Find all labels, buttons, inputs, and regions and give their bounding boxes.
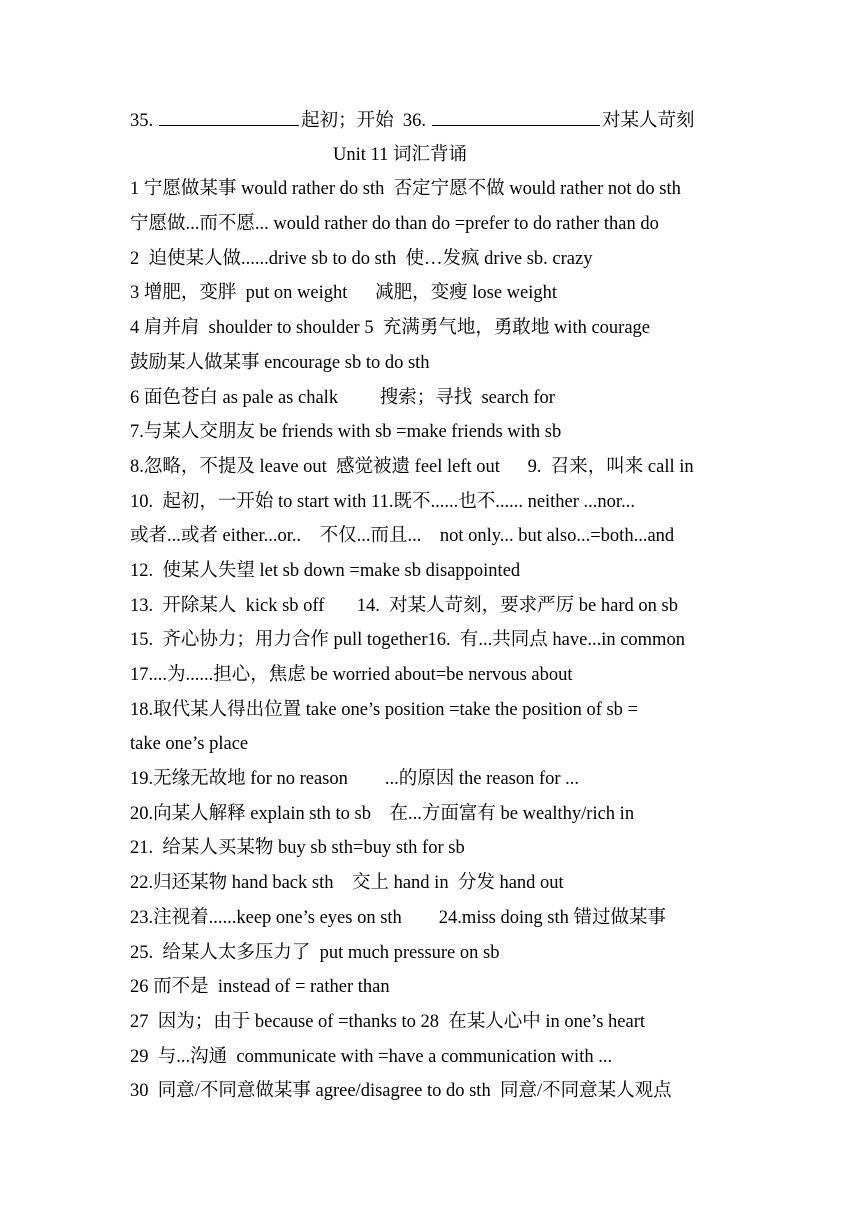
vocab-line: 或者...或者 either...or.. 不仅...而且... not only... but also...=both...and — [130, 526, 675, 547]
vocab-line: 2 迫使某人做......drive sb to do sth 使…发疯 drive sb. crazy — [130, 248, 593, 269]
vocab-line: 12. 使某人失望 let sb down =make sb disappointed — [130, 560, 521, 581]
vocab-line: 1 宁愿做某事 would rather do sth 否定宁愿不做 would rather not do sth — [130, 179, 681, 200]
vocab-line: 19.无缘无故地 for no reason ...的原因 the reason for ... — [130, 769, 580, 790]
item-36-meaning: 对某人苛刻 — [602, 111, 695, 131]
vocab-line: 29 与...沟通 communicate with =have a communication with ... — [130, 1046, 613, 1067]
vocab-line: take one’s place — [130, 734, 249, 755]
vocab-line: 20.向某人解释 explain sth to sb 在...方面富有 be wealthy/rich in — [130, 803, 635, 824]
vocab-line: 15. 齐心协力；用力合作 pull together16. 有...共同点 have...in common — [130, 630, 685, 651]
vocab-line: 宁愿做...而不愿... would rather do than do =prefer to do rather than do — [130, 214, 659, 235]
vocab-line: 17....为......担心，焦虑 be worried about=be nervous about — [130, 665, 573, 685]
vocab-line: 8.忽略，不提及 leave out 感觉被遗 feel left out 9. 召来，叫来 call in — [130, 456, 694, 477]
item-35-meaning: 起初；开始 — [301, 111, 394, 131]
vocab-line: 18.取代某人得出位置 take one’s position =take the position of sb = — [130, 699, 638, 720]
vocab-line: 26 而不是 instead of = rather than — [130, 977, 390, 998]
vocab-line: 7.与某人交朋友 be friends with sb =make friends with sb — [130, 422, 562, 443]
vocab-line: 鼓励某人做某事 encourage sb to do sth — [130, 352, 430, 373]
vocabulary-list — [130, 103, 735, 1109]
vocab-line: 10. 起初，一开始 to start with 11.既不......也不...... neither ...nor... — [130, 491, 635, 512]
vocab-line: 25. 给某人太多压力了 put much pressure on sb — [130, 942, 500, 963]
vocab-line: 6 面色苍白 as pale as chalk 搜索；寻找 search for — [130, 387, 555, 408]
vocab-line: 22.归还某物 hand back sth 交上 hand in 分发 hand out — [130, 873, 564, 894]
item-36-number: 36. — [402, 111, 427, 131]
vocab-line: 4 肩并肩 shoulder to shoulder 5 充满勇气地，勇敢地 with courage — [130, 318, 650, 339]
item-35-number: 35. — [130, 111, 154, 131]
vocab-line: 23.注视着......keep one’s eyes on sth 24.miss doing sth 错过做某事 — [130, 907, 666, 928]
vocab-line: 30 同意/不同意做某事 agree/disagree to do sth 同意/不同意某人观点 — [130, 1081, 672, 1102]
fill-in-row — [130, 103, 735, 138]
page-title: Unit 11 词汇背诵 — [333, 144, 467, 165]
vocab-line: 27 因为；由于 because of =thanks to 28 在某人心中 in one’s heart — [130, 1011, 645, 1032]
item-36-blank[interactable] — [432, 103, 600, 126]
vocab-line: 3 增肥，变胖 put on weight 减肥，变瘦 lose weight — [130, 283, 558, 304]
vocab-line: 21. 给某人买某物 buy sb sth=buy sth for sb — [130, 838, 465, 859]
item-35-blank[interactable] — [159, 103, 299, 126]
vocab-line: 13. 开除某人 kick sb off 14. 对某人苛刻，要求严厉 be hard on sb — [130, 595, 678, 616]
